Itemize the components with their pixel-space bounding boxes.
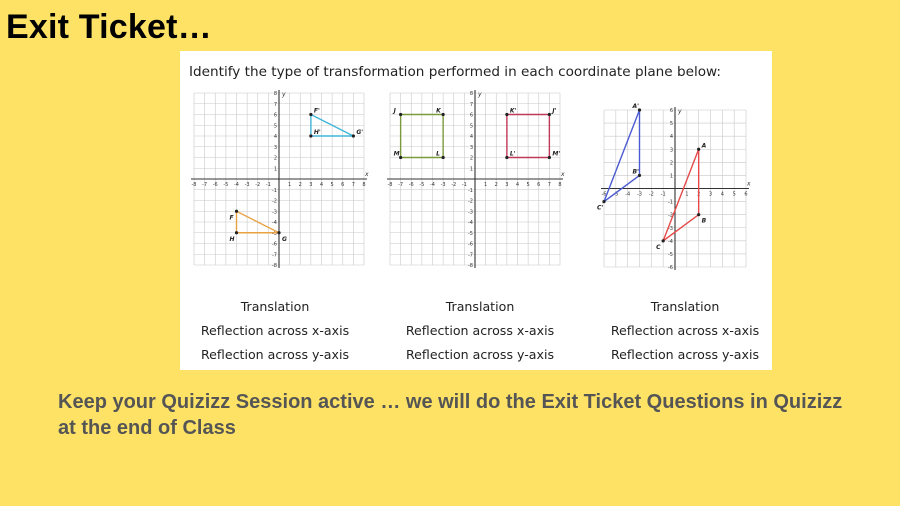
y-tick-label: 4 bbox=[273, 134, 277, 140]
x-tick-label: 6 bbox=[537, 182, 541, 188]
x-tick-label: 1 bbox=[484, 182, 488, 188]
vertex-label: G' bbox=[356, 129, 364, 136]
vertex-label: B' bbox=[632, 168, 639, 176]
vertex-label: K' bbox=[509, 107, 517, 115]
y-tick-label: -5 bbox=[272, 230, 277, 237]
y-tick-label: 1 bbox=[273, 166, 277, 173]
vertex-point bbox=[442, 156, 445, 159]
x-tick-label: -8 bbox=[387, 182, 393, 188]
x-axis-label: x bbox=[747, 180, 751, 188]
x-tick-label: -5 bbox=[223, 182, 229, 188]
y-tick-label: -6 bbox=[272, 241, 277, 248]
x-tick-label: 3 bbox=[309, 182, 313, 188]
x-tick-label: 5 bbox=[732, 191, 736, 198]
y-axis-label: y bbox=[282, 91, 286, 98]
vertex-label: B bbox=[701, 217, 707, 225]
y-tick-label: -4 bbox=[272, 220, 277, 226]
y-tick-label: -1 bbox=[272, 187, 277, 194]
y-tick-label: 5 bbox=[273, 123, 277, 130]
y-tick-label: 8 bbox=[273, 91, 277, 97]
vertex-point bbox=[548, 113, 551, 116]
y-tick-label: 5 bbox=[669, 121, 673, 128]
x-tick-label: 7 bbox=[547, 182, 551, 188]
y-tick-label: -1 bbox=[668, 199, 673, 206]
vertex-point bbox=[399, 113, 402, 116]
coordinate-plane-3 bbox=[597, 103, 751, 271]
vertex-label: A' bbox=[632, 103, 639, 110]
x-tick-label: -3 bbox=[440, 182, 446, 188]
y-tick-label: 3 bbox=[273, 144, 277, 151]
x-tick-label: 8 bbox=[362, 182, 366, 188]
x-tick-label: 4 bbox=[720, 191, 724, 198]
vertex-point bbox=[352, 134, 355, 137]
x-tick-label: 2 bbox=[298, 182, 302, 188]
y-tick-label: -5 bbox=[668, 251, 673, 258]
vertex-point bbox=[548, 156, 551, 159]
answer-options-1 bbox=[180, 299, 370, 371]
y-tick-label: -8 bbox=[468, 263, 473, 269]
y-axis-label: y bbox=[478, 91, 482, 98]
worksheet-image bbox=[180, 51, 772, 370]
x-tick-label: 6 bbox=[744, 191, 748, 198]
vertex-point bbox=[235, 231, 238, 234]
y-tick-label: -6 bbox=[468, 241, 473, 248]
vertex-point bbox=[309, 134, 312, 137]
y-tick-label: 4 bbox=[469, 134, 473, 140]
y-tick-label: 3 bbox=[469, 144, 473, 151]
vertex-point bbox=[442, 113, 445, 116]
y-tick-label: 6 bbox=[273, 112, 277, 119]
coordinate-plane-2 bbox=[386, 89, 564, 269]
vertex-label: L' bbox=[509, 150, 516, 158]
vertex-label: L bbox=[436, 150, 440, 158]
x-tick-label: -4 bbox=[625, 191, 631, 198]
vertex-point bbox=[697, 213, 700, 216]
x-tick-label: 2 bbox=[697, 191, 701, 198]
y-tick-label: -7 bbox=[272, 252, 277, 259]
worksheet-prompt: Identify the type of transformation performed in each coordinate plane below: bbox=[189, 64, 722, 80]
vertex-label: F' bbox=[313, 107, 320, 115]
x-tick-label: -1 bbox=[265, 182, 271, 188]
x-tick-label: -6 bbox=[601, 191, 607, 198]
y-tick-label: 2 bbox=[273, 155, 277, 162]
y-tick-label: 8 bbox=[469, 91, 473, 97]
option-translation: Translation bbox=[650, 299, 720, 314]
vertex-label: H' bbox=[313, 129, 321, 136]
y-tick-label: 2 bbox=[469, 155, 473, 162]
option-reflection-y: Reflection across y-axis bbox=[200, 347, 350, 362]
x-tick-label: -2 bbox=[451, 182, 457, 188]
vertex-label: H bbox=[229, 235, 235, 243]
y-tick-label: 6 bbox=[469, 112, 473, 119]
y-tick-label: -4 bbox=[668, 238, 673, 245]
x-tick-label: -1 bbox=[660, 191, 666, 198]
x-tick-label: 5 bbox=[526, 182, 530, 188]
vertex-point bbox=[697, 148, 700, 151]
x-tick-label: -7 bbox=[202, 182, 208, 188]
y-tick-label: -1 bbox=[468, 187, 473, 194]
y-tick-label: -3 bbox=[468, 209, 473, 216]
x-tick-label: 2 bbox=[494, 182, 498, 188]
answer-options-2 bbox=[385, 299, 575, 371]
x-tick-label: 5 bbox=[330, 182, 334, 188]
x-tick-label: 1 bbox=[288, 182, 292, 188]
x-tick-label: -1 bbox=[461, 182, 467, 188]
x-axis-label: x bbox=[561, 171, 565, 178]
slide-title: Exit Ticket… bbox=[6, 8, 212, 46]
x-tick-label: -2 bbox=[648, 191, 654, 198]
y-tick-label: -3 bbox=[668, 225, 673, 232]
vertex-point bbox=[602, 200, 605, 203]
y-tick-label: -5 bbox=[468, 230, 473, 237]
y-tick-label: 1 bbox=[669, 173, 673, 180]
y-tick-label: -4 bbox=[468, 220, 473, 226]
option-translation: Translation bbox=[445, 299, 515, 314]
vertex-label: F bbox=[229, 214, 234, 222]
option-translation: Translation bbox=[240, 299, 310, 314]
option-reflection-x: Reflection across x-axis bbox=[200, 323, 350, 338]
y-axis-label: y bbox=[678, 108, 682, 115]
x-tick-label: 6 bbox=[341, 182, 345, 188]
y-tick-label: -3 bbox=[272, 209, 277, 216]
shape-0-outline bbox=[601, 110, 640, 202]
vertex-label: C bbox=[656, 243, 661, 251]
y-tick-label: 4 bbox=[669, 134, 673, 141]
vertex-label: M bbox=[393, 150, 400, 158]
y-tick-label: 6 bbox=[669, 108, 673, 114]
x-tick-label: 7 bbox=[351, 182, 355, 188]
vertex-label: J bbox=[393, 107, 396, 115]
x-tick-label: -3 bbox=[244, 182, 250, 188]
y-tick-label: 1 bbox=[469, 166, 473, 173]
option-reflection-x: Reflection across x-axis bbox=[405, 323, 555, 338]
y-tick-label: -2 bbox=[668, 212, 673, 219]
vertex-label: J' bbox=[552, 107, 557, 115]
x-tick-label: -6 bbox=[408, 182, 414, 188]
x-tick-label: 8 bbox=[558, 182, 562, 188]
vertex-point bbox=[235, 210, 238, 213]
y-tick-label: 7 bbox=[469, 101, 473, 108]
x-tick-label: -5 bbox=[419, 182, 425, 188]
answer-options-3 bbox=[590, 299, 780, 371]
y-tick-label: -2 bbox=[468, 198, 473, 205]
vertex-point bbox=[309, 113, 312, 116]
x-tick-label: 4 bbox=[319, 182, 324, 188]
x-tick-label: -3 bbox=[637, 191, 642, 198]
vertex-point bbox=[505, 156, 508, 159]
vertex-label: K bbox=[436, 107, 441, 115]
y-tick-label: 7 bbox=[273, 101, 277, 108]
x-tick-label: -4 bbox=[234, 182, 239, 188]
vertex-label: C' bbox=[597, 204, 604, 212]
x-tick-label: 1 bbox=[685, 191, 689, 198]
vertex-label: G bbox=[282, 235, 287, 243]
shape-1-outline bbox=[660, 149, 699, 241]
x-tick-label: -7 bbox=[398, 182, 404, 188]
y-tick-label: 5 bbox=[469, 123, 473, 130]
vertex-point bbox=[505, 113, 508, 116]
vertex-point bbox=[662, 239, 665, 242]
vertex-point bbox=[277, 231, 280, 234]
y-tick-label: -2 bbox=[272, 198, 277, 205]
option-reflection-y: Reflection across y-axis bbox=[405, 347, 555, 362]
x-tick-label: 4 bbox=[515, 182, 520, 188]
coordinate-plane-1 bbox=[190, 89, 368, 269]
y-tick-label: 3 bbox=[669, 147, 673, 154]
x-tick-label: -5 bbox=[613, 191, 619, 198]
x-axis-label: x bbox=[365, 171, 369, 178]
vertex-label: A bbox=[701, 142, 707, 150]
x-tick-label: 3 bbox=[708, 191, 713, 198]
x-tick-label: -8 bbox=[191, 182, 197, 188]
y-tick-label: -7 bbox=[468, 252, 473, 259]
y-tick-label: -8 bbox=[272, 263, 277, 269]
y-tick-label: -6 bbox=[668, 265, 673, 271]
x-tick-label: -6 bbox=[212, 182, 218, 188]
vertex-label: M' bbox=[552, 150, 561, 158]
option-reflection-y: Reflection across y-axis bbox=[610, 347, 760, 362]
y-tick-label: 2 bbox=[669, 160, 673, 167]
x-tick-label: -4 bbox=[430, 182, 435, 188]
option-reflection-x: Reflection across x-axis bbox=[610, 323, 760, 338]
x-tick-label: -2 bbox=[255, 182, 261, 188]
footer-note: Keep your Quizizz Session active … we will do the Exit Ticket Questions in Quizizz at the end of Class bbox=[58, 391, 843, 439]
x-tick-label: 3 bbox=[505, 182, 509, 188]
